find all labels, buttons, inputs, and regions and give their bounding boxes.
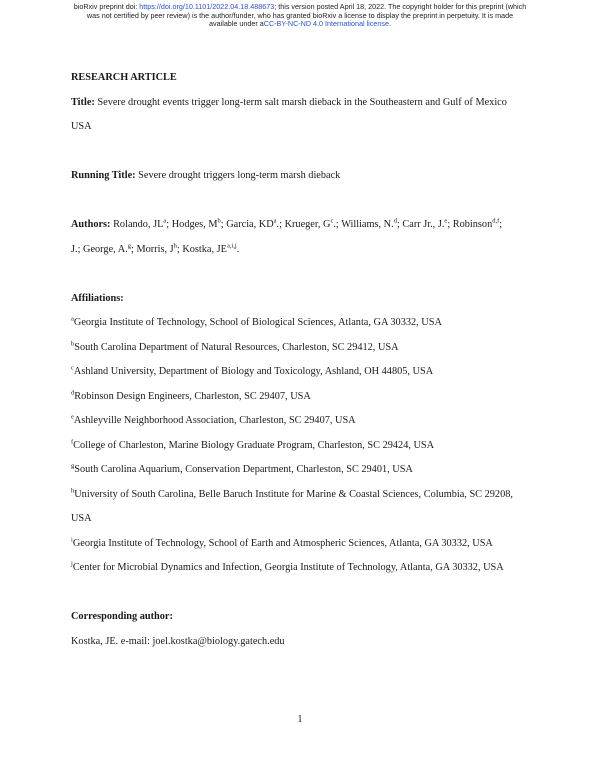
- author: Morris, J: [136, 243, 174, 255]
- author: Kostka, JE: [182, 243, 227, 255]
- author: J.: [71, 243, 78, 255]
- affiliation-item: $^f$College of Charleston, Marine Biology Graduate Program, Charleston, SC 29424, USA: [71, 438, 435, 451]
- corresponding-email: Kostka, JE. e-mail: joel.kostka@biology.gatech.edu: [71, 635, 285, 647]
- running-title-text: Severe drought triggers long-term marsh dieback: [138, 170, 341, 181]
- affiliation-item: $^h$University of South Carolina, Belle Baruch Institute for Marine & Coastal Sciences, Columbia, SC 29208,: [71, 487, 513, 500]
- affiliation-item: $^i$Georgia Institute of Technology, School of Earth and Atmospheric Sciences, Atlanta, GA 30332, USA: [71, 536, 493, 549]
- affiliation-item: $^c$Ashland University, Department of Biology and Toxicology, Ashland, OH 44805, USA: [71, 364, 434, 377]
- author: Krueger, G: [284, 219, 331, 230]
- author: Garcia, KD: [226, 219, 274, 230]
- corresponding-label: Corresponding author:: [71, 611, 173, 622]
- affiliation-item-cont: USA: [71, 513, 92, 524]
- affiliations: [71, 287, 539, 581]
- affiliation-item: $^j$Center for Microbial Dynamics and Infection, Georgia Institute of Technology, Atlanta, GA 30332, USA: [71, 560, 504, 573]
- authors-label: Authors:: [71, 219, 111, 230]
- banner-line-1: bioRxiv preprint doi: https://doi.org/10.1101/2022.04.18.488673; this version posted April 18, 2022. The copyright holder for this preprint (which: [73, 2, 527, 11]
- article-type: RESEARCH ARTICLE: [71, 72, 177, 83]
- author: Carr Jr., J.: [402, 219, 445, 230]
- author: Hodges, M: [171, 219, 218, 230]
- authors: [71, 213, 539, 262]
- running-title-label: Running Title:: [71, 170, 136, 181]
- author: Rolando, JL: [113, 219, 164, 230]
- affiliation-item: $^g$South Carolina Aquarium, Conservation Department, Charleston, SC 29401, USA: [71, 462, 413, 475]
- affiliations-label: Affiliations:: [71, 292, 124, 304]
- author: George, A.: [83, 243, 128, 255]
- title-text: Severe drought events trigger long-term salt marsh dieback in the Southeastern and Gulf of Mexico: [97, 96, 507, 108]
- affiliation-item: $^e$Ashleyville Neighborhood Association, Charleston, SC 29407, USA: [71, 413, 356, 426]
- preprint-banner: [20, 3, 580, 29]
- license-link[interactable]: CC-BY-NC-ND 4.0 International license: [263, 19, 389, 29]
- title-line-2: USA: [71, 121, 92, 132]
- author: Williams, N.: [341, 219, 394, 230]
- authors-line-1: Authors: Rolando, $JL^a$; Hodges, $M^b$; Garcia, $KD^a$.; Krueger, $G^c$.; Williams, N.$^d$; Carr Jr., J.$^e$; Robinson$^{d,f}$;: [71, 217, 503, 230]
- doi-link[interactable]: https://doi.org/10.1101/2022.04.18.488673: [139, 2, 275, 11]
- author: Robinson: [452, 219, 493, 230]
- affiliation-item: $^b$South Carolina Department of Natural Resources, Charleston, SC 29412, USA: [71, 340, 399, 353]
- title-line: [71, 91, 539, 116]
- authors-line-2: J.; George, A.$^g$; Morris, $J^h$; Kostka, JE$^{a,i,j}$.: [71, 242, 240, 255]
- corresponding-author: [71, 605, 539, 654]
- banner-line-2: was not certified by peer review) is the author/funder, who has granted bioRxiv a license to display the preprint in perpetuity. It is made: [86, 10, 514, 20]
- affiliation-item: $^a$Georgia Institute of Technology, School of Biological Sciences, Atlanta, GA 30332, USA: [71, 315, 442, 328]
- affiliation-item: $^d$Robinson Design Engineers, Charleston, SC 29407, USA: [71, 389, 311, 402]
- title-label: Title:: [71, 96, 95, 108]
- title-page: [71, 66, 539, 654]
- banner-line-3: available under aCC-BY-NC-ND 4.0 International license.: [209, 19, 391, 29]
- page-number: 1: [297, 714, 303, 725]
- running-title: [71, 164, 539, 189]
